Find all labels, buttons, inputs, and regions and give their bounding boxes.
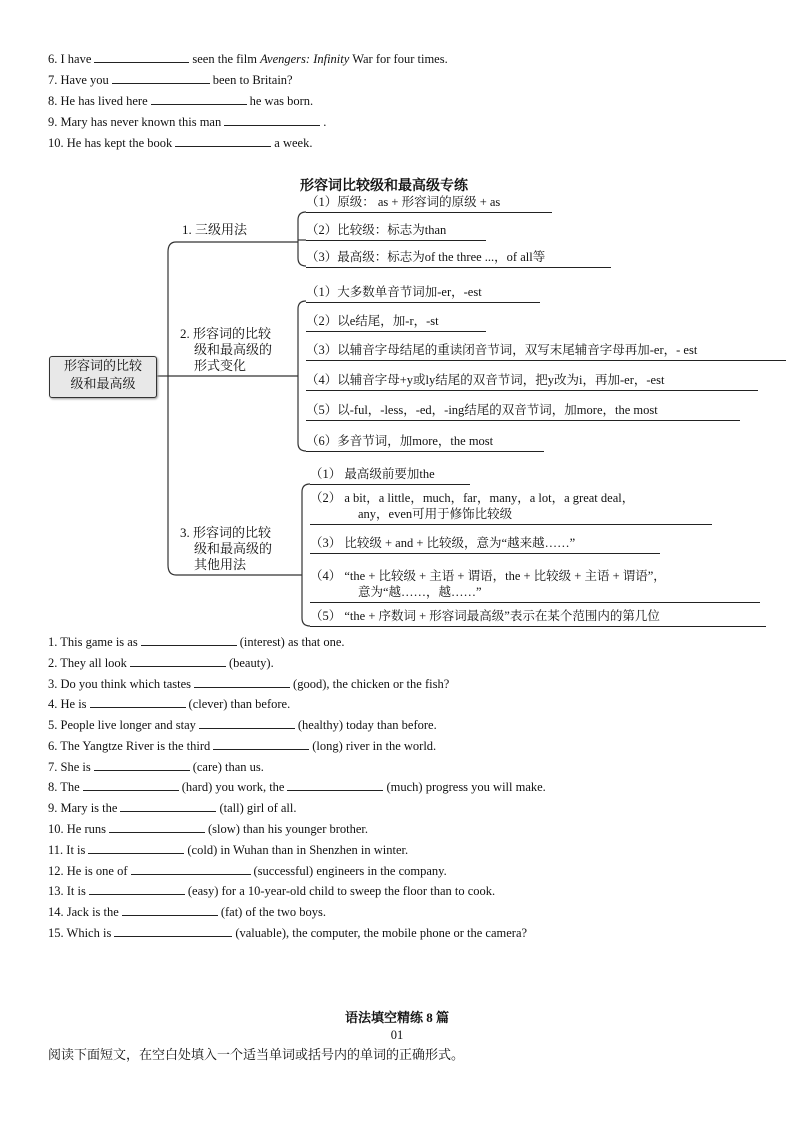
answer-blank[interactable] [194,675,290,688]
branch-3-item: （2） a bit，a little，much，far，many，a lot，a great deal， any，even可用于修饰比较级 [310,490,712,525]
exercise-line: 4. He is (clever) than before. [48,697,291,711]
branch-3-item: （3） 比较级 + and + 比较级，意为“越来越……” [310,535,660,554]
exercise-line: 14. Jack is the (fat) of the two boys. [48,905,327,919]
exercise-line: 7. She is (care) than us. [48,760,264,774]
answer-blank[interactable] [88,841,184,854]
exercise-line: 12. He is one of (successful) engineers in the company. [48,864,447,878]
section-instruction: 阅读下面短文，在空白处填入一个适当单词或括号内的单词的正确形式。 [48,1048,465,1063]
answer-blank[interactable] [89,882,185,895]
answer-blank[interactable] [109,820,205,833]
branch-3-item: （4） “the + 比较级 + 主语 + 谓语，the + 比较级 + 主语 + 谓语”， 意为“越……，越……” [310,568,760,603]
exercise-line: 5. People live longer and stay (healthy) today than before. [48,718,437,732]
answer-blank[interactable] [94,758,190,771]
answer-blank[interactable] [90,695,186,708]
answer-blank[interactable] [287,778,383,791]
branch-2-item: （6）多音节词，加more，the most [306,433,544,452]
branch-2-item: （1）大多数单音节词加-er，-est [306,284,540,303]
answer-blank[interactable] [213,737,309,750]
branch-2-label: 2. 形容词的比较 级和最高级的 形式变化 [180,326,273,373]
branch-2-item: （4）以辅音字母+y或ly结尾的双音节词，把y改为i，再加-er，-est [306,372,758,391]
answer-blank[interactable] [120,799,216,812]
section-number: 01 [390,1028,404,1042]
exercise-line: 13. It is (easy) for a 10-year-old child to sweep the floor than to cook. [48,884,496,898]
mindmap-root: 形容词的比较 级和最高级 [49,356,157,398]
exercise-line: 10. He has kept the book a week. [48,136,313,150]
branch-1-item: （3）最高级：标志为of the three ...，of all等 [306,249,611,268]
mindmap-title: 形容词比较级和最高级专练 [300,178,468,194]
answer-blank[interactable] [141,633,237,646]
exercise-line: 1. This game is as (interest) as that one. [48,635,345,649]
branch-3-item: （1） 最高级前要加the [310,466,470,485]
branch-2-item: （2）以e结尾，加-r，-st [306,313,486,332]
answer-blank[interactable] [199,716,295,729]
answer-blank[interactable] [130,654,226,667]
branch-1-item: （1）原级： as + 形容词的原级 + as [306,194,552,213]
branch-1-item: （2）比较级：标志为than [306,222,486,241]
exercise-line: 8. He has lived here he was born. [48,94,314,108]
answer-blank[interactable] [114,924,232,937]
branch-3-item: （5） “the + 序数词 + 形容词最高级”表示在某个范围内的第几位 [310,608,766,627]
answer-blank[interactable] [122,903,218,916]
exercise-line: 6. The Yangtze River is the third (long) river in the world. [48,739,437,753]
exercise-line: 7. Have you been to Britain? [48,73,293,87]
branch-3-label: 3. 形容词的比较 级和最高级的 其他用法 [180,525,273,572]
exercise-line: 3. Do you think which tastes (good), the chicken or the fish? [48,677,450,691]
exercise-line: 9. Mary has never known this man . [48,115,327,129]
section-title: 语法填空精练 8 篇 [344,1010,449,1025]
answer-blank[interactable] [131,862,251,875]
answer-blank[interactable] [83,778,179,791]
exercise-line: 8. The (hard) you work, the (much) progress you will make. [48,780,546,794]
exercise-line: 15. Which is (valuable), the computer, the mobile phone or the camera? [48,926,528,940]
exercise-line: 6. I have seen the film Avengers: Infinity War for four times. [48,52,448,66]
branch-2-item: （5）以-ful，-less，-ed，-ing结尾的双音节词，加more，the most [306,402,740,421]
exercise-line: 10. He runs (slow) than his younger brother. [48,822,369,836]
branch-1-label: 1. 三级用法 [182,222,248,237]
branch-2-item: （3）以辅音字母结尾的重读闭音节词，双写末尾辅音字母再加-er，- est [306,342,786,361]
exercise-line: 2. They all look (beauty). [48,656,274,670]
exercise-line: 9. Mary is the (tall) girl of all. [48,801,297,815]
exercise-line: 11. It is (cold) in Wuhan than in Shenzhen in winter. [48,843,409,857]
